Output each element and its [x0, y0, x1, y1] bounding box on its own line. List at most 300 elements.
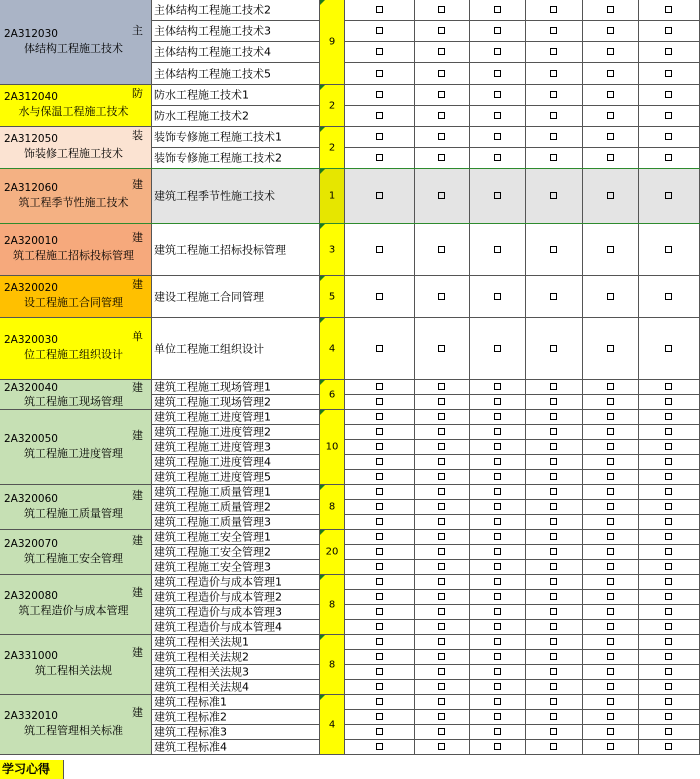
progress-checkbox-cell[interactable] [470, 710, 526, 725]
checkbox-icon[interactable] [550, 698, 557, 705]
checkbox-icon[interactable] [665, 112, 672, 119]
topic-cell[interactable] [152, 276, 320, 318]
progress-checkbox-cell[interactable] [639, 605, 700, 620]
checkbox-icon[interactable] [550, 192, 557, 199]
module-cell[interactable] [0, 169, 152, 224]
progress-checkbox-cell[interactable] [583, 665, 639, 680]
checkbox-icon[interactable] [550, 623, 557, 630]
checkbox-icon[interactable] [607, 608, 614, 615]
progress-checkbox-cell[interactable] [526, 276, 583, 318]
checkbox-icon[interactable] [438, 683, 445, 690]
checkbox-icon[interactable] [550, 473, 557, 480]
checkbox-icon[interactable] [438, 27, 445, 34]
checkbox-icon[interactable] [376, 413, 383, 420]
topic-cell[interactable] [152, 395, 320, 410]
progress-checkbox-cell[interactable] [470, 440, 526, 455]
progress-checkbox-cell[interactable] [415, 605, 470, 620]
checkbox-icon[interactable] [607, 623, 614, 630]
progress-checkbox-cell[interactable] [470, 545, 526, 560]
checkbox-icon[interactable] [665, 728, 672, 735]
progress-checkbox-cell[interactable] [639, 680, 700, 695]
progress-checkbox-cell[interactable] [345, 575, 415, 590]
checkbox-icon[interactable] [665, 413, 672, 420]
checkbox-icon[interactable] [607, 713, 614, 720]
checkbox-icon[interactable] [550, 91, 557, 98]
checkbox-icon[interactable] [438, 593, 445, 600]
progress-checkbox-cell[interactable] [526, 485, 583, 500]
checkbox-icon[interactable] [607, 91, 614, 98]
topic-cell[interactable] [152, 148, 320, 169]
checkbox-icon[interactable] [438, 112, 445, 119]
progress-checkbox-cell[interactable] [583, 0, 639, 21]
progress-checkbox-cell[interactable] [415, 440, 470, 455]
checkbox-icon[interactable] [494, 246, 501, 253]
checkbox-icon[interactable] [665, 48, 672, 55]
progress-checkbox-cell[interactable] [526, 545, 583, 560]
checkbox-icon[interactable] [665, 713, 672, 720]
progress-checkbox-cell[interactable] [526, 410, 583, 425]
checkbox-icon[interactable] [438, 503, 445, 510]
checkbox-icon[interactable] [665, 443, 672, 450]
checkbox-icon[interactable] [607, 503, 614, 510]
checkbox-icon[interactable] [494, 608, 501, 615]
checkbox-icon[interactable] [494, 192, 501, 199]
checkbox-icon[interactable] [665, 398, 672, 405]
progress-checkbox-cell[interactable] [526, 42, 583, 63]
checkbox-icon[interactable] [665, 246, 672, 253]
module-cell[interactable] [0, 485, 152, 530]
checkbox-icon[interactable] [494, 728, 501, 735]
progress-checkbox-cell[interactable] [526, 224, 583, 276]
checkbox-icon[interactable] [607, 593, 614, 600]
checkbox-icon[interactable] [665, 293, 672, 300]
checkbox-icon[interactable] [438, 638, 445, 645]
progress-checkbox-cell[interactable] [470, 148, 526, 169]
checkbox-icon[interactable] [376, 293, 383, 300]
checkbox-icon[interactable] [550, 578, 557, 585]
progress-checkbox-cell[interactable] [345, 635, 415, 650]
progress-checkbox-cell[interactable] [345, 710, 415, 725]
module-cell[interactable] [0, 224, 152, 276]
progress-checkbox-cell[interactable] [583, 440, 639, 455]
progress-checkbox-cell[interactable] [526, 695, 583, 710]
checkbox-icon[interactable] [550, 548, 557, 555]
checkbox-icon[interactable] [665, 653, 672, 660]
progress-checkbox-cell[interactable] [345, 21, 415, 42]
checkbox-icon[interactable] [550, 48, 557, 55]
checkbox-icon[interactable] [376, 563, 383, 570]
progress-checkbox-cell[interactable] [639, 500, 700, 515]
topic-cell[interactable] [152, 224, 320, 276]
topic-cell[interactable] [152, 63, 320, 85]
progress-checkbox-cell[interactable] [526, 470, 583, 485]
checkbox-icon[interactable] [550, 683, 557, 690]
checkbox-icon[interactable] [376, 27, 383, 34]
checkbox-icon[interactable] [607, 518, 614, 525]
checkbox-icon[interactable] [494, 563, 501, 570]
checkbox-icon[interactable] [438, 48, 445, 55]
topic-cell[interactable] [152, 470, 320, 485]
module-cell[interactable] [0, 695, 152, 755]
checkbox-icon[interactable] [607, 548, 614, 555]
checkbox-icon[interactable] [550, 728, 557, 735]
checkbox-icon[interactable] [438, 623, 445, 630]
progress-checkbox-cell[interactable] [470, 590, 526, 605]
progress-checkbox-cell[interactable] [470, 515, 526, 530]
progress-checkbox-cell[interactable] [526, 127, 583, 148]
progress-checkbox-cell[interactable] [345, 169, 415, 224]
progress-checkbox-cell[interactable] [415, 169, 470, 224]
progress-checkbox-cell[interactable] [415, 545, 470, 560]
checkbox-icon[interactable] [550, 383, 557, 390]
progress-checkbox-cell[interactable] [415, 575, 470, 590]
progress-checkbox-cell[interactable] [415, 380, 470, 395]
progress-checkbox-cell[interactable] [415, 680, 470, 695]
progress-checkbox-cell[interactable] [639, 560, 700, 575]
checkbox-icon[interactable] [438, 518, 445, 525]
checkbox-icon[interactable] [607, 683, 614, 690]
checkbox-icon[interactable] [376, 743, 383, 750]
topic-cell[interactable] [152, 740, 320, 755]
progress-checkbox-cell[interactable] [639, 485, 700, 500]
module-cell[interactable] [0, 318, 152, 380]
checkbox-icon[interactable] [376, 698, 383, 705]
checkbox-icon[interactable] [376, 683, 383, 690]
checkbox-icon[interactable] [438, 743, 445, 750]
progress-checkbox-cell[interactable] [583, 605, 639, 620]
checkbox-icon[interactable] [494, 48, 501, 55]
checkbox-icon[interactable] [376, 638, 383, 645]
checkbox-icon[interactable] [494, 133, 501, 140]
checkbox-icon[interactable] [665, 503, 672, 510]
progress-checkbox-cell[interactable] [639, 455, 700, 470]
checkbox-icon[interactable] [438, 413, 445, 420]
topic-cell[interactable] [152, 21, 320, 42]
progress-checkbox-cell[interactable] [415, 148, 470, 169]
checkbox-icon[interactable] [438, 548, 445, 555]
checkbox-icon[interactable] [607, 192, 614, 199]
progress-checkbox-cell[interactable] [345, 530, 415, 545]
progress-checkbox-cell[interactable] [583, 21, 639, 42]
module-cell[interactable] [0, 276, 152, 318]
checkbox-icon[interactable] [438, 458, 445, 465]
topic-cell[interactable] [152, 455, 320, 470]
topic-cell[interactable] [152, 725, 320, 740]
progress-checkbox-cell[interactable] [345, 500, 415, 515]
progress-checkbox-cell[interactable] [415, 740, 470, 755]
progress-checkbox-cell[interactable] [345, 605, 415, 620]
progress-checkbox-cell[interactable] [639, 42, 700, 63]
checkbox-icon[interactable] [438, 563, 445, 570]
checkbox-icon[interactable] [607, 743, 614, 750]
progress-checkbox-cell[interactable] [583, 515, 639, 530]
checkbox-icon[interactable] [494, 593, 501, 600]
progress-checkbox-cell[interactable] [345, 590, 415, 605]
progress-checkbox-cell[interactable] [526, 665, 583, 680]
checkbox-icon[interactable] [665, 518, 672, 525]
checkbox-icon[interactable] [607, 133, 614, 140]
progress-checkbox-cell[interactable] [345, 515, 415, 530]
checkbox-icon[interactable] [665, 154, 672, 161]
progress-checkbox-cell[interactable] [345, 410, 415, 425]
checkbox-icon[interactable] [550, 246, 557, 253]
progress-checkbox-cell[interactable] [583, 276, 639, 318]
checkbox-icon[interactable] [376, 458, 383, 465]
progress-checkbox-cell[interactable] [470, 620, 526, 635]
checkbox-icon[interactable] [376, 608, 383, 615]
checkbox-icon[interactable] [494, 503, 501, 510]
checkbox-icon[interactable] [665, 623, 672, 630]
checkbox-icon[interactable] [550, 743, 557, 750]
progress-checkbox-cell[interactable] [639, 590, 700, 605]
checkbox-icon[interactable] [438, 728, 445, 735]
progress-checkbox-cell[interactable] [583, 575, 639, 590]
checkbox-icon[interactable] [550, 428, 557, 435]
progress-checkbox-cell[interactable] [415, 515, 470, 530]
progress-checkbox-cell[interactable] [583, 318, 639, 380]
progress-checkbox-cell[interactable] [470, 575, 526, 590]
progress-checkbox-cell[interactable] [639, 410, 700, 425]
progress-checkbox-cell[interactable] [526, 21, 583, 42]
progress-checkbox-cell[interactable] [470, 0, 526, 21]
progress-checkbox-cell[interactable] [526, 515, 583, 530]
checkbox-icon[interactable] [550, 533, 557, 540]
topic-cell[interactable] [152, 380, 320, 395]
progress-checkbox-cell[interactable] [639, 710, 700, 725]
checkbox-icon[interactable] [665, 458, 672, 465]
checkbox-icon[interactable] [376, 473, 383, 480]
progress-checkbox-cell[interactable] [470, 530, 526, 545]
progress-checkbox-cell[interactable] [415, 455, 470, 470]
checkbox-icon[interactable] [665, 578, 672, 585]
checkbox-icon[interactable] [607, 638, 614, 645]
progress-checkbox-cell[interactable] [639, 318, 700, 380]
checkbox-icon[interactable] [376, 154, 383, 161]
checkbox-icon[interactable] [550, 398, 557, 405]
checkbox-icon[interactable] [607, 428, 614, 435]
checkbox-icon[interactable] [607, 383, 614, 390]
progress-checkbox-cell[interactable] [583, 380, 639, 395]
checkbox-icon[interactable] [550, 133, 557, 140]
progress-checkbox-cell[interactable] [415, 695, 470, 710]
checkbox-icon[interactable] [665, 743, 672, 750]
checkbox-icon[interactable] [550, 458, 557, 465]
checkbox-icon[interactable] [494, 698, 501, 705]
progress-checkbox-cell[interactable] [415, 410, 470, 425]
checkbox-icon[interactable] [438, 473, 445, 480]
checkbox-icon[interactable] [607, 728, 614, 735]
progress-checkbox-cell[interactable] [583, 725, 639, 740]
progress-checkbox-cell[interactable] [583, 106, 639, 127]
checkbox-icon[interactable] [607, 668, 614, 675]
topic-cell[interactable] [152, 425, 320, 440]
topic-cell[interactable] [152, 0, 320, 21]
progress-checkbox-cell[interactable] [639, 85, 700, 106]
progress-checkbox-cell[interactable] [470, 725, 526, 740]
checkbox-icon[interactable] [376, 728, 383, 735]
checkbox-icon[interactable] [550, 653, 557, 660]
progress-checkbox-cell[interactable] [345, 680, 415, 695]
progress-checkbox-cell[interactable] [415, 470, 470, 485]
progress-checkbox-cell[interactable] [415, 63, 470, 85]
progress-checkbox-cell[interactable] [470, 410, 526, 425]
progress-checkbox-cell[interactable] [470, 42, 526, 63]
checkbox-icon[interactable] [665, 383, 672, 390]
checkbox-icon[interactable] [550, 713, 557, 720]
checkbox-icon[interactable] [494, 578, 501, 585]
module-cell[interactable] [0, 380, 152, 410]
checkbox-icon[interactable] [438, 133, 445, 140]
topic-cell[interactable] [152, 127, 320, 148]
progress-checkbox-cell[interactable] [639, 530, 700, 545]
progress-checkbox-cell[interactable] [345, 106, 415, 127]
checkbox-icon[interactable] [494, 668, 501, 675]
checkbox-icon[interactable] [376, 623, 383, 630]
topic-cell[interactable] [152, 500, 320, 515]
checkbox-icon[interactable] [665, 533, 672, 540]
checkbox-icon[interactable] [665, 345, 672, 352]
checkbox-icon[interactable] [376, 533, 383, 540]
topic-cell[interactable] [152, 665, 320, 680]
progress-checkbox-cell[interactable] [470, 635, 526, 650]
checkbox-icon[interactable] [494, 623, 501, 630]
checkbox-icon[interactable] [550, 6, 557, 13]
progress-checkbox-cell[interactable] [526, 380, 583, 395]
progress-checkbox-cell[interactable] [583, 740, 639, 755]
checkbox-icon[interactable] [438, 713, 445, 720]
progress-checkbox-cell[interactable] [526, 169, 583, 224]
checkbox-icon[interactable] [438, 91, 445, 98]
checkbox-icon[interactable] [550, 608, 557, 615]
progress-checkbox-cell[interactable] [639, 395, 700, 410]
progress-checkbox-cell[interactable] [415, 21, 470, 42]
checkbox-icon[interactable] [494, 548, 501, 555]
checkbox-icon[interactable] [376, 345, 383, 352]
progress-checkbox-cell[interactable] [415, 590, 470, 605]
checkbox-icon[interactable] [376, 548, 383, 555]
progress-checkbox-cell[interactable] [639, 21, 700, 42]
progress-checkbox-cell[interactable] [470, 650, 526, 665]
checkbox-icon[interactable] [438, 398, 445, 405]
progress-checkbox-cell[interactable] [639, 276, 700, 318]
module-cell[interactable] [0, 635, 152, 695]
checkbox-icon[interactable] [438, 608, 445, 615]
checkbox-icon[interactable] [376, 488, 383, 495]
progress-checkbox-cell[interactable] [345, 276, 415, 318]
checkbox-icon[interactable] [438, 428, 445, 435]
progress-checkbox-cell[interactable] [345, 560, 415, 575]
checkbox-icon[interactable] [607, 345, 614, 352]
checkbox-icon[interactable] [376, 91, 383, 98]
checkbox-icon[interactable] [494, 345, 501, 352]
checkbox-icon[interactable] [494, 91, 501, 98]
progress-checkbox-cell[interactable] [583, 455, 639, 470]
checkbox-icon[interactable] [438, 293, 445, 300]
checkbox-icon[interactable] [665, 683, 672, 690]
progress-checkbox-cell[interactable] [526, 725, 583, 740]
checkbox-icon[interactable] [550, 488, 557, 495]
progress-checkbox-cell[interactable] [583, 680, 639, 695]
progress-checkbox-cell[interactable] [526, 740, 583, 755]
checkbox-icon[interactable] [438, 246, 445, 253]
progress-checkbox-cell[interactable] [526, 148, 583, 169]
progress-checkbox-cell[interactable] [345, 740, 415, 755]
progress-checkbox-cell[interactable] [470, 21, 526, 42]
topic-cell[interactable] [152, 85, 320, 106]
progress-checkbox-cell[interactable] [583, 85, 639, 106]
checkbox-icon[interactable] [550, 593, 557, 600]
progress-checkbox-cell[interactable] [345, 485, 415, 500]
progress-checkbox-cell[interactable] [470, 485, 526, 500]
progress-checkbox-cell[interactable] [415, 224, 470, 276]
module-cell[interactable] [0, 127, 152, 169]
progress-checkbox-cell[interactable] [639, 148, 700, 169]
progress-checkbox-cell[interactable] [526, 63, 583, 85]
progress-checkbox-cell[interactable] [526, 710, 583, 725]
checkbox-icon[interactable] [494, 383, 501, 390]
progress-checkbox-cell[interactable] [639, 470, 700, 485]
checkbox-icon[interactable] [665, 638, 672, 645]
checkbox-icon[interactable] [376, 503, 383, 510]
progress-checkbox-cell[interactable] [470, 318, 526, 380]
progress-checkbox-cell[interactable] [415, 530, 470, 545]
progress-checkbox-cell[interactable] [345, 42, 415, 63]
module-cell[interactable] [0, 85, 152, 127]
progress-checkbox-cell[interactable] [415, 276, 470, 318]
progress-checkbox-cell[interactable] [526, 85, 583, 106]
topic-cell[interactable] [152, 710, 320, 725]
topic-cell[interactable] [152, 575, 320, 590]
progress-checkbox-cell[interactable] [526, 530, 583, 545]
progress-checkbox-cell[interactable] [470, 455, 526, 470]
checkbox-icon[interactable] [607, 27, 614, 34]
progress-checkbox-cell[interactable] [583, 590, 639, 605]
progress-checkbox-cell[interactable] [345, 455, 415, 470]
checkbox-icon[interactable] [494, 428, 501, 435]
checkbox-icon[interactable] [438, 70, 445, 77]
progress-checkbox-cell[interactable] [639, 515, 700, 530]
checkbox-icon[interactable] [665, 563, 672, 570]
progress-checkbox-cell[interactable] [639, 545, 700, 560]
progress-checkbox-cell[interactable] [583, 710, 639, 725]
checkbox-icon[interactable] [376, 443, 383, 450]
module-cell[interactable] [0, 410, 152, 485]
progress-checkbox-cell[interactable] [470, 127, 526, 148]
checkbox-icon[interactable] [665, 27, 672, 34]
topic-cell[interactable] [152, 410, 320, 425]
progress-checkbox-cell[interactable] [639, 575, 700, 590]
progress-checkbox-cell[interactable] [345, 440, 415, 455]
progress-checkbox-cell[interactable] [526, 318, 583, 380]
checkbox-icon[interactable] [607, 653, 614, 660]
checkbox-icon[interactable] [494, 413, 501, 420]
progress-checkbox-cell[interactable] [583, 63, 639, 85]
progress-checkbox-cell[interactable] [470, 695, 526, 710]
topic-cell[interactable] [152, 440, 320, 455]
progress-checkbox-cell[interactable] [526, 106, 583, 127]
progress-checkbox-cell[interactable] [415, 635, 470, 650]
checkbox-icon[interactable] [665, 698, 672, 705]
progress-checkbox-cell[interactable] [345, 395, 415, 410]
checkbox-icon[interactable] [607, 70, 614, 77]
progress-checkbox-cell[interactable] [526, 620, 583, 635]
checkbox-icon[interactable] [494, 713, 501, 720]
checkbox-icon[interactable] [665, 6, 672, 13]
topic-cell[interactable] [152, 695, 320, 710]
progress-checkbox-cell[interactable] [415, 127, 470, 148]
progress-checkbox-cell[interactable] [639, 440, 700, 455]
progress-checkbox-cell[interactable] [583, 410, 639, 425]
